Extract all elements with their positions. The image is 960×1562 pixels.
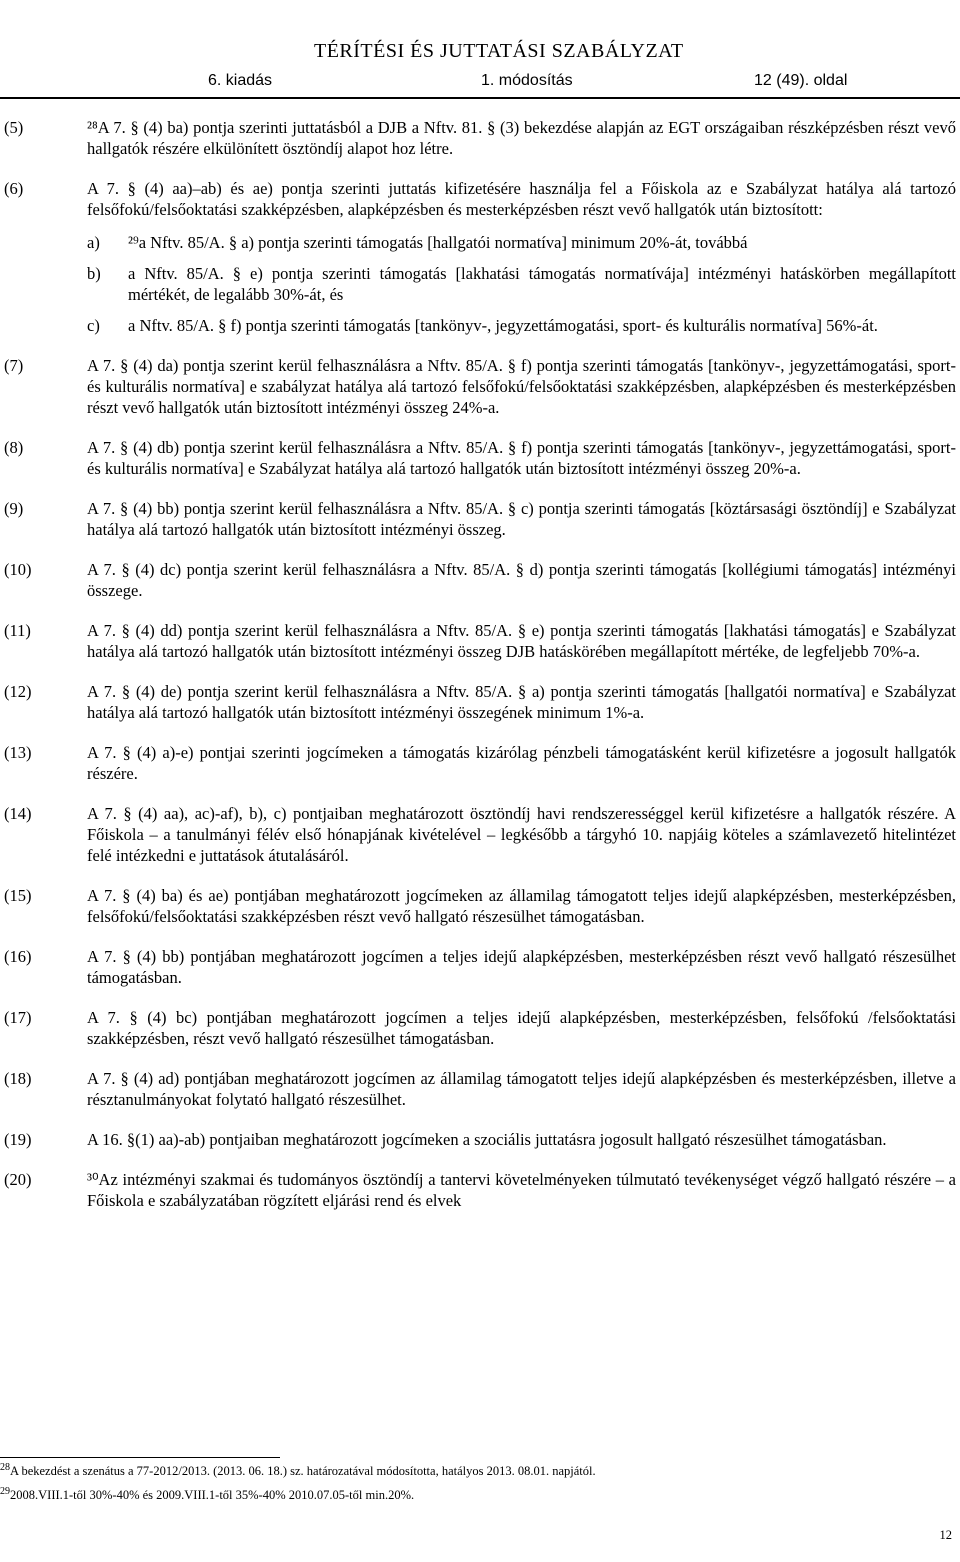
paragraph-10 xyxy=(0,559,960,601)
document-body xyxy=(0,117,960,1230)
paragraph-text: ²⁸A 7. § (4) ba) pontja szerinti juttatásból a DJB a Nftv. 81. § (3) bekezdése alapján az EGT országaiban részképzésben részt vevő hallgatók részére elkülönített ösztöndíj alapot hoz létre. xyxy=(87,118,956,158)
paragraph-text: A 7. § (4) aa)–ab) és ae) pontja szerinti juttatás kifizetésére használja fel a Főiskola az e Szabályzat hatálya alá tartozó felsőfokú/felsőoktatási szakképzésben, alapképzésben és mesterképzésben részt vevő hallgatók után biztosított: xyxy=(87,179,956,219)
paragraph-text: A 7. § (4) da) pontja szerint kerül felhasználásra a Nftv. 85/A. § f) pontja szerinti támogatás [tankönyv-, jegyzettámogatási, sport- és kulturális normatíva] e szabályzat hatálya alá tartozó felsőfokú/felsőoktatási szakképzésben, alapképzésben és mesterképzésben részt vevő hallgatók után biztosított intézményi összeg 24%-a. xyxy=(87,356,956,417)
paragraph-number: (13) xyxy=(4,743,32,762)
footnote-mark: 28 xyxy=(0,1461,10,1473)
paragraph-number: (19) xyxy=(4,1130,32,1149)
paragraph-number: (12) xyxy=(4,682,32,701)
paragraph-text: A 7. § (4) de) pontja szerint kerül felhasználásra a Nftv. 85/A. § a) pontja szerinti támogatás [hallgatói normatíva] e Szabályzat hatálya alá tartozó hallgatók után biztosított intézményi összegének minimum 1%-a. xyxy=(87,682,956,722)
footnote-mark: 29 xyxy=(0,1485,10,1497)
subitem-label: b) xyxy=(87,264,101,283)
subitem-text: a Nftv. 85/A. § e) pontja szerinti támogatás [lakhatási támogatás normatívája] intézményi hatáskörben megállapított mértékét, de legalább 30%-át, és xyxy=(128,264,956,304)
paragraph-5 xyxy=(0,117,960,159)
paragraph-number: (16) xyxy=(4,947,32,966)
paragraph-text: A 7. § (4) a)-e) pontjai szerinti jogcímeken a támogatás kizárólag pénzbeli támogatásként kerül kifizetésre a jogosult hallgatók részére. xyxy=(87,743,956,783)
paragraph-12 xyxy=(0,681,960,723)
paragraph-number: (14) xyxy=(4,804,32,823)
paragraph-20 xyxy=(0,1169,960,1211)
footnote-text: A bekezdést a szenátus a 77-2012/2013. (2013. 06. 18.) sz. határozatával módosította, hatályos 2013. 08.01. napjától. xyxy=(10,1464,596,1478)
paragraph-18 xyxy=(0,1068,960,1110)
paragraph-7 xyxy=(0,355,960,418)
paragraph-19 xyxy=(0,1129,960,1150)
paragraph-8 xyxy=(0,437,960,479)
footnote-text: 2008.VIII.1-től 30%-40% és 2009.VIII.1-től 35%-40% 2010.07.05-től min.20%. xyxy=(10,1488,415,1502)
paragraph-number: (9) xyxy=(4,499,24,518)
paragraph-number: (8) xyxy=(4,438,24,457)
paragraph-11 xyxy=(0,620,960,662)
footnote-29 xyxy=(0,1486,596,1504)
footnote-28 xyxy=(0,1462,596,1480)
modification-label: 1. módosítás xyxy=(481,72,573,89)
paragraph-17 xyxy=(0,1007,960,1049)
paragraph-number: (7) xyxy=(4,356,24,375)
subitem-text: ²⁹a Nftv. 85/A. § a) pontja szerinti támogatás [hallgatói normatíva] minimum 20%-át, továbbá xyxy=(128,233,748,252)
subitem-label: c) xyxy=(87,316,100,335)
paragraph-text: A 7. § (4) dd) pontja szerint kerül felhasználásra a Nftv. 85/A. § e) pontja szerinti támogatás [lakhatási támogatás] e Szabályzat hatálya alá tartozó hallgatók után biztosított intézményi összeg DJB hatáskörében megállapított mértéke, de legfeljebb 70%-a. xyxy=(87,621,956,661)
subitem-a xyxy=(87,232,956,253)
paragraph-text: ³⁰Az intézményi szakmai és tudományos ösztöndíj a tantervi követelményeken túlmutató tevékenységet végző hallgató részére – a Főiskola e szabályzatában rögzített eljárási rend és elvek xyxy=(87,1170,956,1210)
paragraph-9 xyxy=(0,498,960,540)
paragraph-text: A 7. § (4) db) pontja szerint kerül felhasználásra a Nftv. 85/A. § f) pontja szerinti támogatás [tankönyv-, jegyzettámogatási, sport- és kulturális normatíva] e Szabályzat hatálya alá tartozó hallgatók után biztosított intézményi összeg 20%-a. xyxy=(87,438,956,478)
paragraph-text: A 7. § (4) aa), ac)-af), b), c) pontjaiban meghatározott ösztöndíj havi rendszerességgel kerül kifizetésre a hallgatók részére. A Főiskola – a tanulmányi félév első hónapjának kivételével – legkésőbb a tárgyhó 10. napjáig köteles a számlavezető hitelintézet felé intézkedni e juttatások átutalásáról. xyxy=(87,804,956,865)
paragraph-text: A 16. §(1) aa)-ab) pontjaiban meghatározott jogcímeken a szociális juttatásra jogosult hallgató részesülhet támogatásban. xyxy=(87,1130,887,1149)
edition-label: 6. kiadás xyxy=(208,72,273,89)
paragraph-text: A 7. § (4) bb) pontja szerint kerül felhasználásra a Nftv. 85/A. § c) pontja szerinti támogatás [köztársasági ösztöndíj] e Szabályzat hatálya alá tartozó hallgatók után biztosított intézményi összeg. xyxy=(87,499,956,539)
page-info-label: 12 (49). oldal xyxy=(754,72,848,89)
paragraph-text: A 7. § (4) ad) pontjában meghatározott jogcímen az államilag támogatott teljes idejű alapképzésben és mesterképzésben, illetve a résztanulmányokat folytató hallgató részesülhet. xyxy=(87,1069,956,1109)
paragraph-text: A 7. § (4) dc) pontja szerint kerül felhasználásra a Nftv. 85/A. § d) pontja szerinti támogatás [kollégiumi támogatás] intézményi összege. xyxy=(87,560,956,600)
paragraph-number: (10) xyxy=(4,560,32,579)
paragraph-text: A 7. § (4) ba) és ae) pontjában meghatározott jogcímeken az államilag támogatott teljes idejű alapképzésben, mesterképzésben, felsőfokú/felsőoktatási szakképzésben részt vevő hallgató részesülhet támogatásban. xyxy=(87,886,956,926)
paragraph-14 xyxy=(0,803,960,866)
subitem-c xyxy=(87,315,956,336)
footnotes xyxy=(0,1462,596,1510)
subitem-text: a Nftv. 85/A. § f) pontja szerinti támogatás [tankönyv-, jegyzettámogatási, sport- és kulturális normatíva] 56%-át. xyxy=(128,316,878,335)
paragraph-number: (5) xyxy=(4,118,24,137)
paragraph-number: (15) xyxy=(4,886,32,905)
paragraph-15 xyxy=(0,885,960,927)
footnote-separator xyxy=(0,1457,280,1458)
paragraph-number: (6) xyxy=(4,179,24,198)
paragraph-number: (11) xyxy=(4,621,31,640)
paragraph-text: A 7. § (4) bc) pontjában meghatározott jogcímen a teljes idejű alapképzésben, mesterképzésben, felsőfokú /felsőoktatási szakképzésben, részt vevő hallgató részesülhet támogatásban. xyxy=(87,1008,956,1048)
paragraph-13 xyxy=(0,742,960,784)
paragraph-number: (18) xyxy=(4,1069,32,1088)
subitem-label: a) xyxy=(87,233,100,252)
paragraph-number: (20) xyxy=(4,1170,32,1189)
paragraph-text: A 7. § (4) bb) pontjában meghatározott jogcímen a teljes idejű alapképzésben, mesterképzésben részt vevő hallgató részesülhet támogatásban. xyxy=(87,947,956,987)
paragraph-number: (17) xyxy=(4,1008,32,1027)
paragraph-16 xyxy=(0,946,960,988)
paragraph-6 xyxy=(0,178,960,220)
subitem-b xyxy=(87,263,956,305)
page-number: 12 xyxy=(939,1528,952,1542)
header-divider xyxy=(0,97,960,99)
